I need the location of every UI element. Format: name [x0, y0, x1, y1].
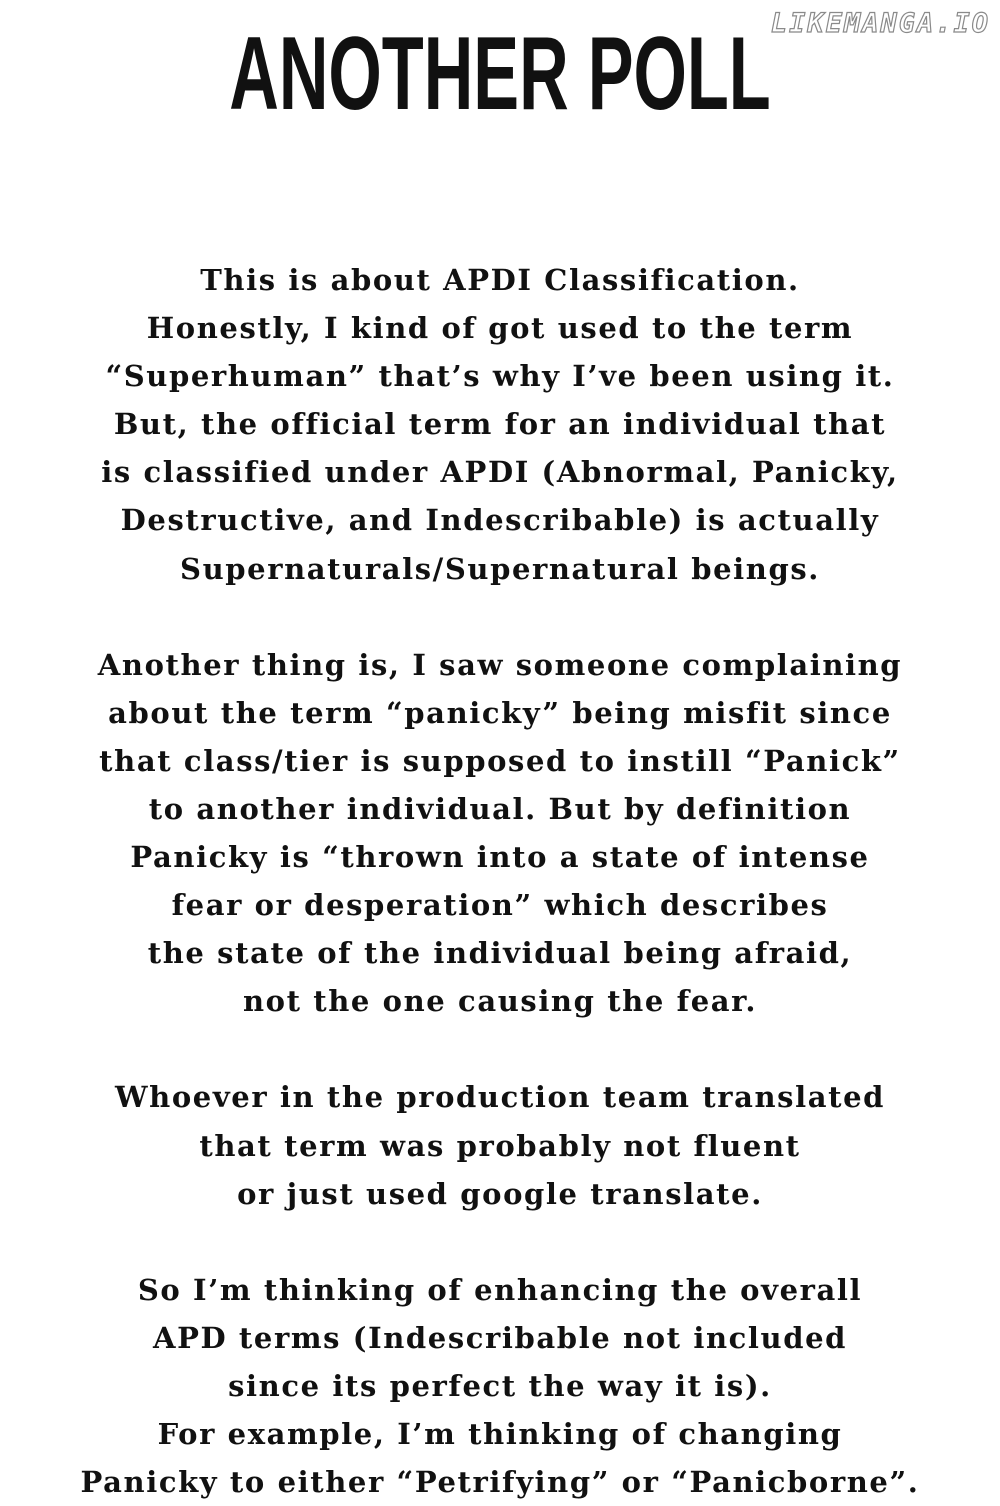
text-line: since its perfect the way it is).	[228, 1368, 772, 1403]
paragraph-proposal	[40, 1266, 960, 1506]
paragraph-panicky-definition	[40, 641, 960, 1026]
text-line: that term was probably not fluent	[199, 1128, 801, 1163]
paragraph-classification	[40, 256, 960, 593]
text-line: But, the official term for an individual that	[113, 407, 887, 442]
text-line: is classified under APDI (Abnormal, Panicky,	[101, 455, 899, 490]
text-line: about the term “panicky” being misfit since	[108, 695, 892, 730]
page-title: ANOTHER POLL	[229, 16, 771, 132]
text-line: Destructive, and Indescribable) is actually	[120, 503, 880, 538]
text-line: the state of the individual being afraid,	[147, 936, 853, 971]
text-line: Another thing is, I saw someone complaining	[97, 647, 903, 682]
text-line: Supernaturals/Supernatural beings.	[180, 551, 820, 586]
text-line: Whoever in the production team translated	[114, 1080, 886, 1115]
text-line: “Superhuman” that’s why I’ve been using it.	[105, 359, 895, 394]
text-line: APD terms (Indescribable not included	[152, 1320, 848, 1355]
text-line: or just used google translate.	[237, 1176, 763, 1211]
text-line: This is about APDI Classification.	[200, 263, 800, 297]
poll-message-body	[40, 256, 960, 1506]
text-line: Panicky to either “Petrifying” or “Panicborne”.	[80, 1465, 920, 1500]
text-line: So I’m thinking of enhancing the overall	[137, 1272, 863, 1307]
text-line: For example, I’m thinking of changing	[157, 1416, 843, 1451]
text-line: not the one causing the fear.	[242, 984, 758, 1019]
site-watermark: LIKEMANGA.IO	[770, 8, 990, 39]
text-line: fear or desperation” which describes	[171, 888, 829, 923]
paragraph-translation	[40, 1073, 960, 1217]
text-line: to another individual. But by definition	[148, 791, 852, 826]
text-line: Honestly, I kind of got used to the term	[146, 311, 854, 346]
text-line: that class/tier is supposed to instill “Panick”	[99, 743, 901, 778]
text-line: Panicky is “thrown into a state of intense	[130, 840, 870, 875]
